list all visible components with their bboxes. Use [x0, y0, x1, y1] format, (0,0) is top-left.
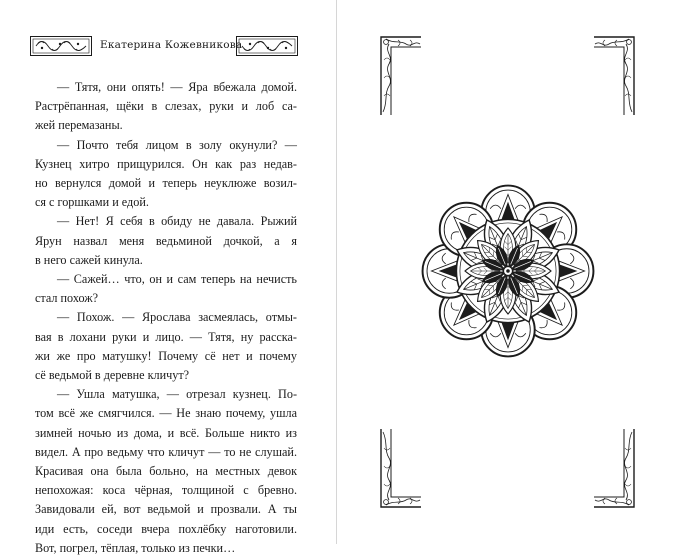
left-page: [0, 0, 336, 555]
text-line: в него сажей кинула.: [35, 252, 143, 267]
text-line: жей перемазаны.: [35, 118, 123, 133]
text-line: Завидовали ей, вот ведьмой и прозвали. А ты: [35, 502, 297, 517]
running-head-author: Екатерина Кожевникова: [100, 39, 243, 51]
text-line: зимней ночью из дома, и всё. Больше никто из: [35, 425, 297, 440]
text-line: — Похож. — Ярослава засмеялась, отмы-: [57, 310, 297, 325]
text-line: Растрёпанная, щёки в слезах, руки и лоб са-: [35, 99, 297, 114]
text-line: — Сажей… что, он и сам теперь на нечисть: [57, 272, 297, 287]
floral-scroll-icon: [236, 36, 298, 56]
body-text: [35, 78, 297, 558]
floral-corner-icon: [380, 428, 422, 508]
text-line: — Нет! Я себя в обиду не давала. Рыжий: [57, 214, 297, 229]
text-line: стал похож?: [35, 291, 99, 306]
floral-corner-icon: [593, 36, 635, 116]
page-header: [30, 34, 298, 60]
text-line: ся с горшками и едой.: [35, 195, 149, 210]
text-line: Кузнец хитро прищурился. Он как раз недав-: [35, 156, 297, 171]
text-line: Ярун назвал меня ведьминой дочкой, а я: [35, 233, 297, 248]
text-line: непохожая: коса чёрная, толщиной с бревно.: [35, 483, 297, 498]
floral-corner-icon: [593, 428, 635, 508]
text-line: видел. А про ведьму что кличут — то не слушай.: [35, 444, 297, 459]
text-line: — Ушла матушка, — отрезал кузнец. По-: [57, 387, 297, 402]
floral-corner-icon: [380, 36, 422, 116]
text-line: — Почто тебя лицом в золу окунули? —: [57, 137, 297, 152]
text-line: — Тятя, они опять! — Яра вбежала домой.: [57, 80, 297, 94]
text-line: Вот, погрел, тёплая, только из печки…: [35, 540, 236, 555]
text-line: иди есть, соседи вчера похлёбку наготовили.: [35, 521, 297, 536]
floral-scroll-icon: [30, 36, 92, 56]
text-line: сё ведьмой в деревне кличут?: [35, 368, 190, 383]
mandala-icon: [419, 182, 597, 360]
text-line: том всё же смягчился. — Не знаю почему, ушла: [35, 406, 297, 421]
text-line: вая в лохани руки и лицо. — Тятя, ну расска-: [35, 329, 297, 344]
text-line: Красивая она была больно, на местных девок: [35, 464, 297, 479]
text-line: но вернулся домой и теперь неуклюже возил-: [35, 176, 297, 191]
text-line: жи же про матушку! Почему сё нет и почему: [35, 348, 297, 363]
